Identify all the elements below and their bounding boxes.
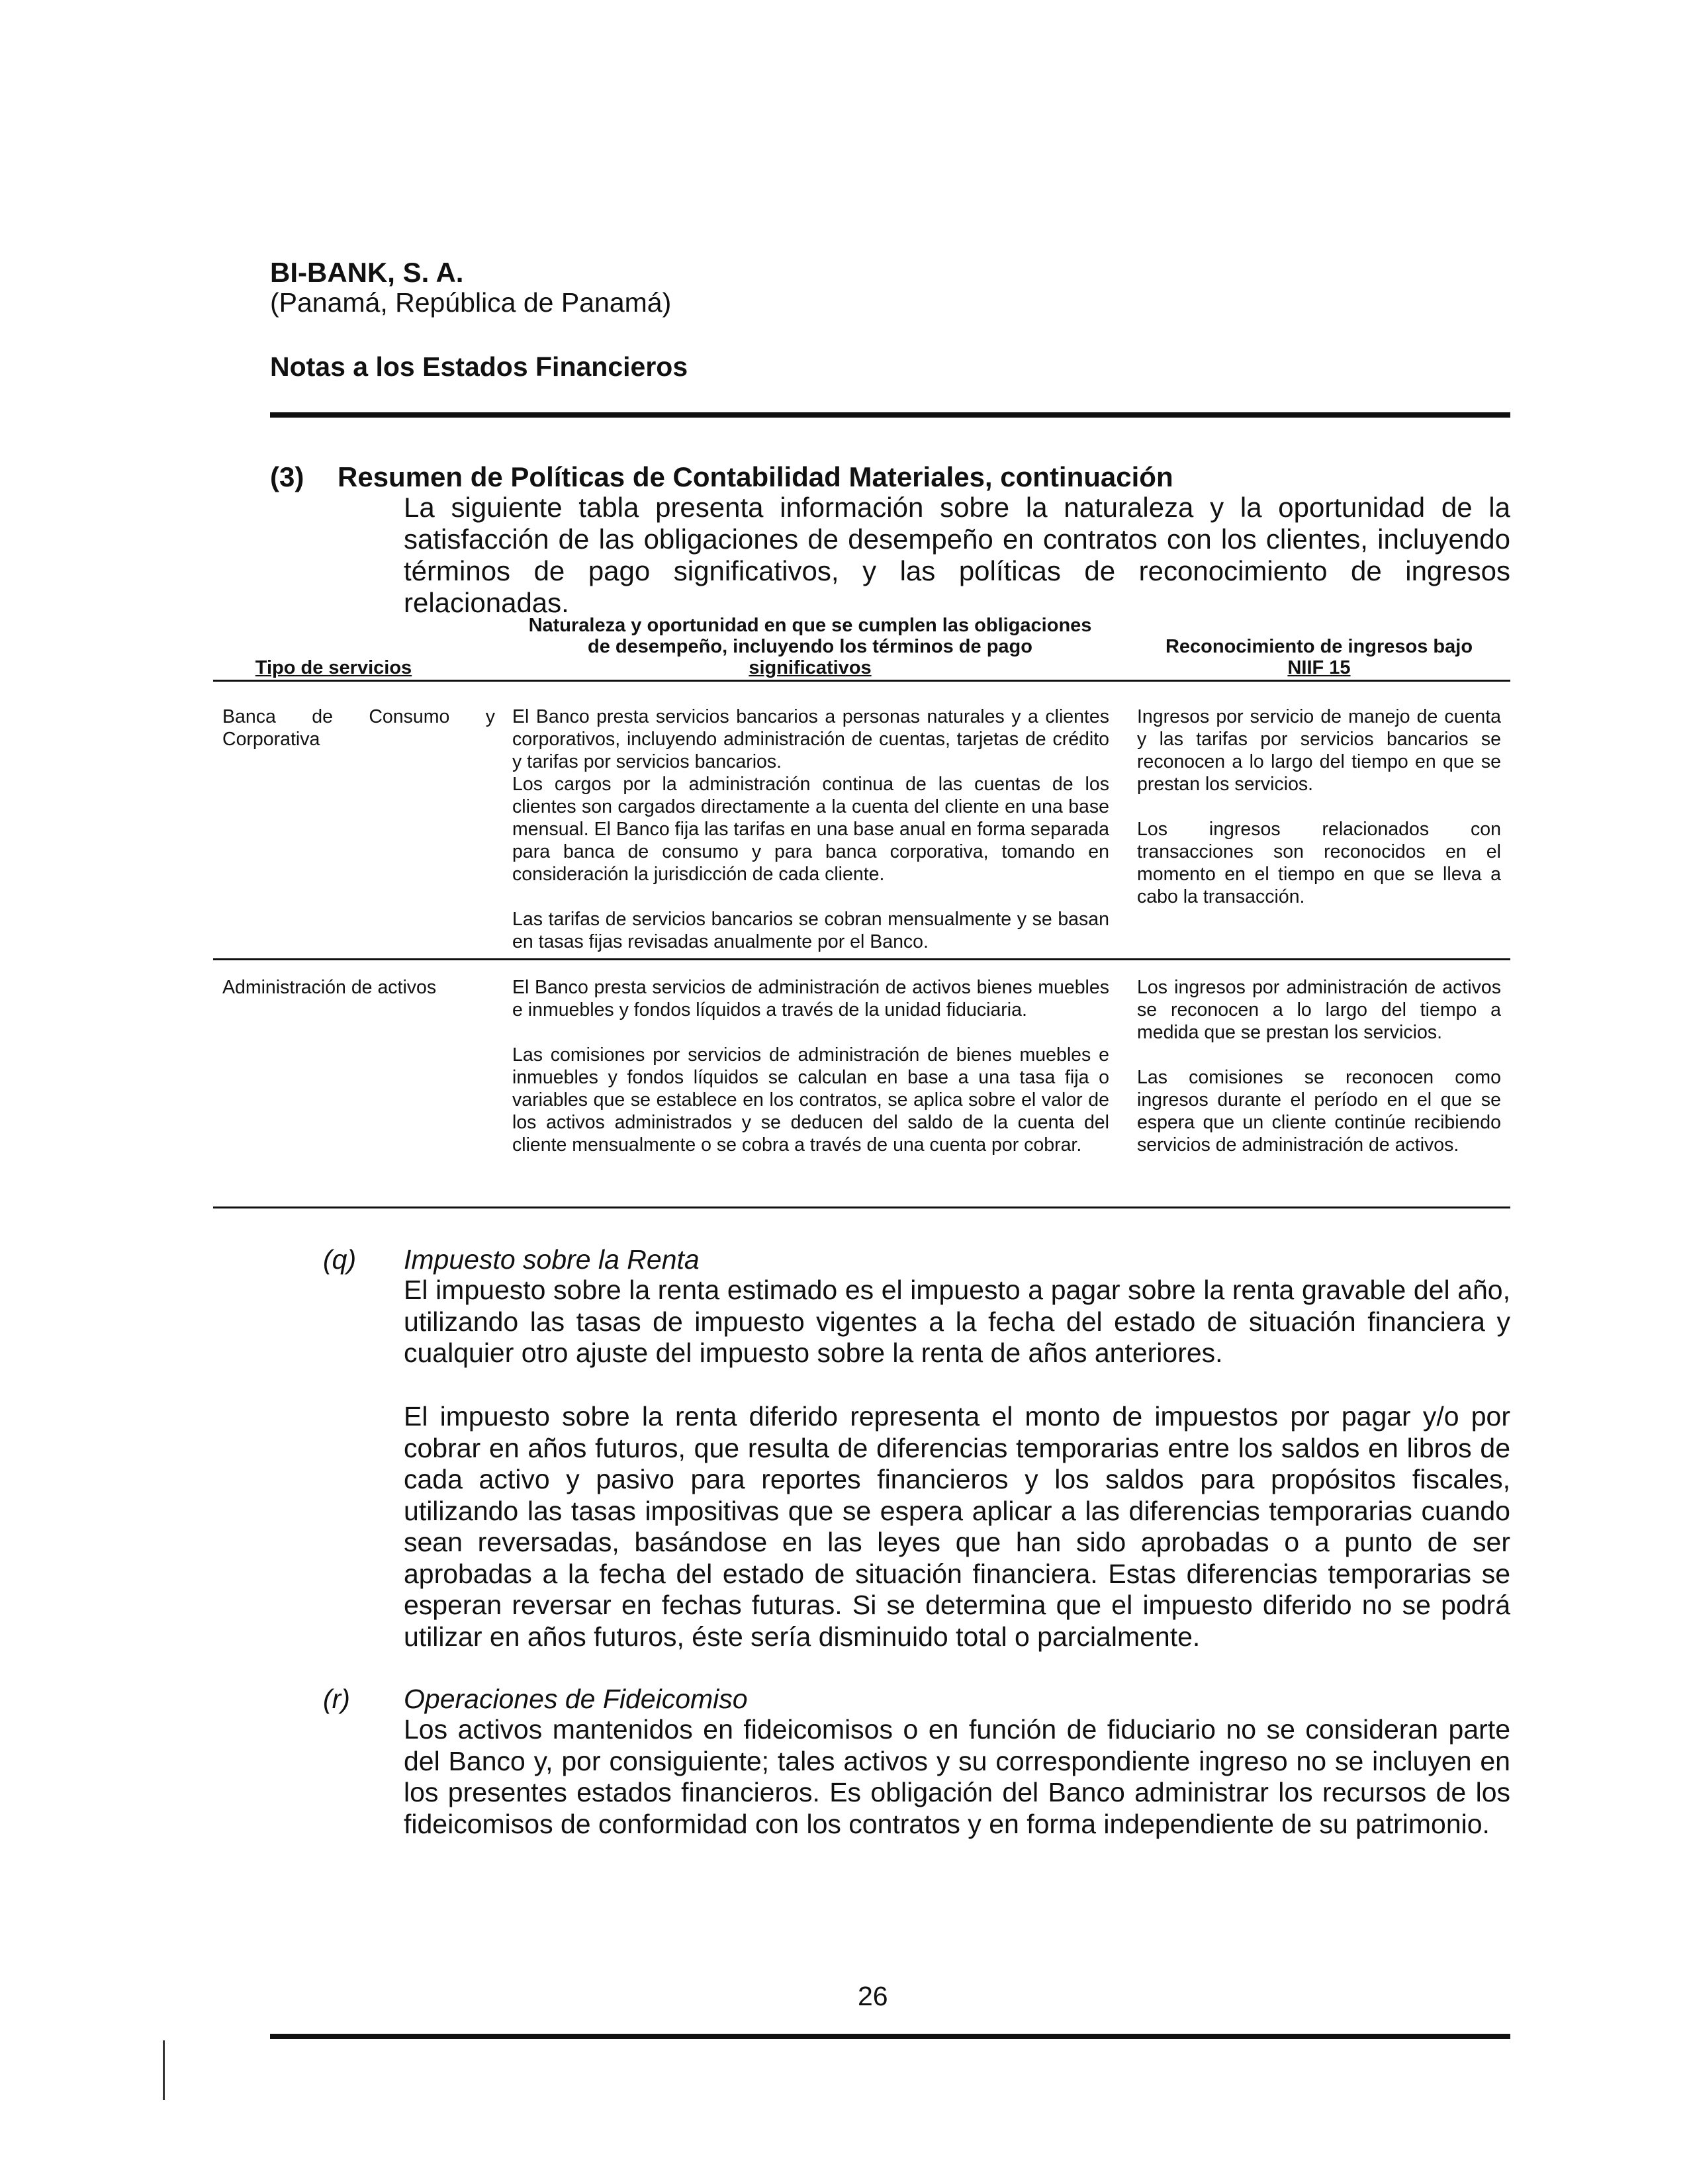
table-header-service	[213, 657, 454, 678]
table-header-nature	[512, 615, 1108, 678]
recognition-cell	[1137, 705, 1501, 908]
page-number: 26	[858, 1981, 888, 2011]
recognition-cell	[1137, 976, 1501, 1156]
nature-paragraph: Los cargos por la administración continua de las cuentas de los clientes son cargados directamente a la cuenta del cliente en una base mensual. El Banco fija las tarifas en una base anual en forma separada para banca de consumo y para banca corporativa, tomando en consideración la jurisdicción de cada cliente.	[512, 774, 1109, 885]
table-header-recognition-line1: Reconocimiento de ingresos bajo	[1165, 636, 1473, 657]
table-header-recognition	[1137, 636, 1501, 678]
nature-paragraph: Las comisiones por servicios de administración de bienes muebles e inmuebles y fondos líquidos se calculan en base a una tasa fija o variables que se establece en los contratos, se aplica sobre el valor de los activos administrados y se deducen del saldo de la cuenta del cliente mensualmente o se cobra a través de una cuenta por cobrar.	[512, 1044, 1109, 1156]
table-row-rule	[213, 958, 1510, 960]
subsection-paragraph: Los activos mantenidos en fideicomisos o en función de fiduciario no se consideran parte del Banco y, por consiguiente; tales activos y su correspondiente ingreso no se incluyen en los presentes estados financieros. Es obligación del Banco administrar los recursos de los fideicomisos de conformidad con los contratos y en forma independiente de su patrimonio.	[404, 1714, 1510, 1839]
nature-paragraph: El Banco presta servicios de administración de activos bienes muebles e inmuebles y fondos líquidos a través de la unidad fiduciaria.	[512, 977, 1109, 1021]
nature-cell	[512, 705, 1109, 953]
paragraph-gap	[1137, 796, 1501, 818]
nature-cell	[512, 976, 1109, 1156]
recognition-paragraph: Los ingresos por administración de activos se reconocen a lo largo del tiempo a medida que se prestan los servicios.	[1137, 977, 1501, 1043]
table-header-service-label: Tipo de servicios	[255, 657, 412, 678]
paragraph-gap	[1137, 1044, 1501, 1066]
table-header-recognition-line2: NIIF 15	[1287, 657, 1351, 678]
subsection-title: Impuesto sobre la Renta	[404, 1244, 700, 1275]
table-bottom-rule	[213, 1206, 1510, 1208]
footer-divider	[270, 2034, 1510, 2039]
margin-mark	[163, 2040, 165, 2100]
paragraph-gap	[512, 886, 1109, 908]
table-header-nature-line2: de desempeño, incluyendo los términos de pago	[588, 636, 1032, 657]
subsection-title: Operaciones de Fideicomiso	[404, 1684, 748, 1714]
nature-paragraph: El Banco presta servicios bancarios a personas naturales y a clientes corporativos, incluyendo administración de cuentas, tarjetas de crédito y tarifas por servicios bancarios.	[512, 706, 1109, 772]
company-location: (Panamá, República de Panamá)	[270, 287, 672, 318]
table-header-nature-line1: Naturaleza y oportunidad en que se cumplen las obligaciones	[528, 615, 1092, 636]
service-cell: Administración de activos	[222, 977, 437, 998]
subsection-letter: (r)	[323, 1684, 350, 1714]
nature-paragraph: Las tarifas de servicios bancarios se cobran mensualmente y se basan en tasas fijas revisadas anualmente por el Banco.	[512, 909, 1109, 952]
section-title: Resumen de Políticas de Contabilidad Materiales, continuación	[338, 461, 1173, 492]
subsection-paragraph: El impuesto sobre la renta diferido representa el monto de impuestos por pagar y/o por cobrar en años futuros, que resulta de diferencias temporarias entre los saldos en libros de cada activo y pasivo para reportes financieros y los saldos para propósitos fiscales, utilizando las tasas impositivas que se espera aplicar a las diferencias temporarias cuando sean reversadas, basándose en las leyes que han sido aprobadas o a punto de ser aprobadas a la fecha del estado de situación financiera. Estas diferencias temporarias se esperan reversar en fechas futuras. Si se determina que el impuesto diferido no se podrá utilizar en años futuros, éste sería disminuido total o parcialmente.	[404, 1401, 1510, 1652]
section-number: (3)	[270, 461, 304, 492]
recognition-paragraph: Ingresos por servicio de manejo de cuenta y las tarifas por servicios bancarios se reconocen a lo largo del tiempo en que se prestan los servicios.	[1137, 706, 1501, 795]
header-divider	[270, 412, 1510, 418]
recognition-paragraph: Los ingresos relacionados con transacciones son reconocidos en el momento en el tiempo en que se lleva a cabo la transacción.	[1137, 819, 1501, 907]
section-intro: La siguiente tabla presenta información sobre la naturaleza y la oportunidad de la satisfacción de las obligaciones de desempeño en contratos con los clientes, incluyendo términos de pago significativos, y las políticas de reconocimiento de ingresos relacionadas.	[404, 492, 1510, 618]
subsection-paragraph: El impuesto sobre la renta estimado es el impuesto a pagar sobre la renta gravable del año, utilizando las tasas de impuesto vigentes a la fecha del estado de situación financiera y cualquier otro ajuste del impuesto sobre la renta de años anteriores.	[404, 1275, 1510, 1368]
document-title: Notas a los Estados Financieros	[270, 351, 688, 382]
paragraph-gap	[512, 1021, 1109, 1044]
subsection-letter: (q)	[323, 1244, 357, 1275]
table-header-nature-line3: significativos	[749, 657, 872, 678]
recognition-paragraph: Las comisiones se reconocen como ingresos durante el período en el que se espera que un cliente continúe recibiendo servicios de administración de activos.	[1137, 1067, 1501, 1156]
company-name: BI-BANK, S. A.	[270, 257, 464, 288]
service-cell: Banca de Consumo y Corporativa	[222, 706, 495, 750]
table-header-rule	[213, 680, 1510, 682]
